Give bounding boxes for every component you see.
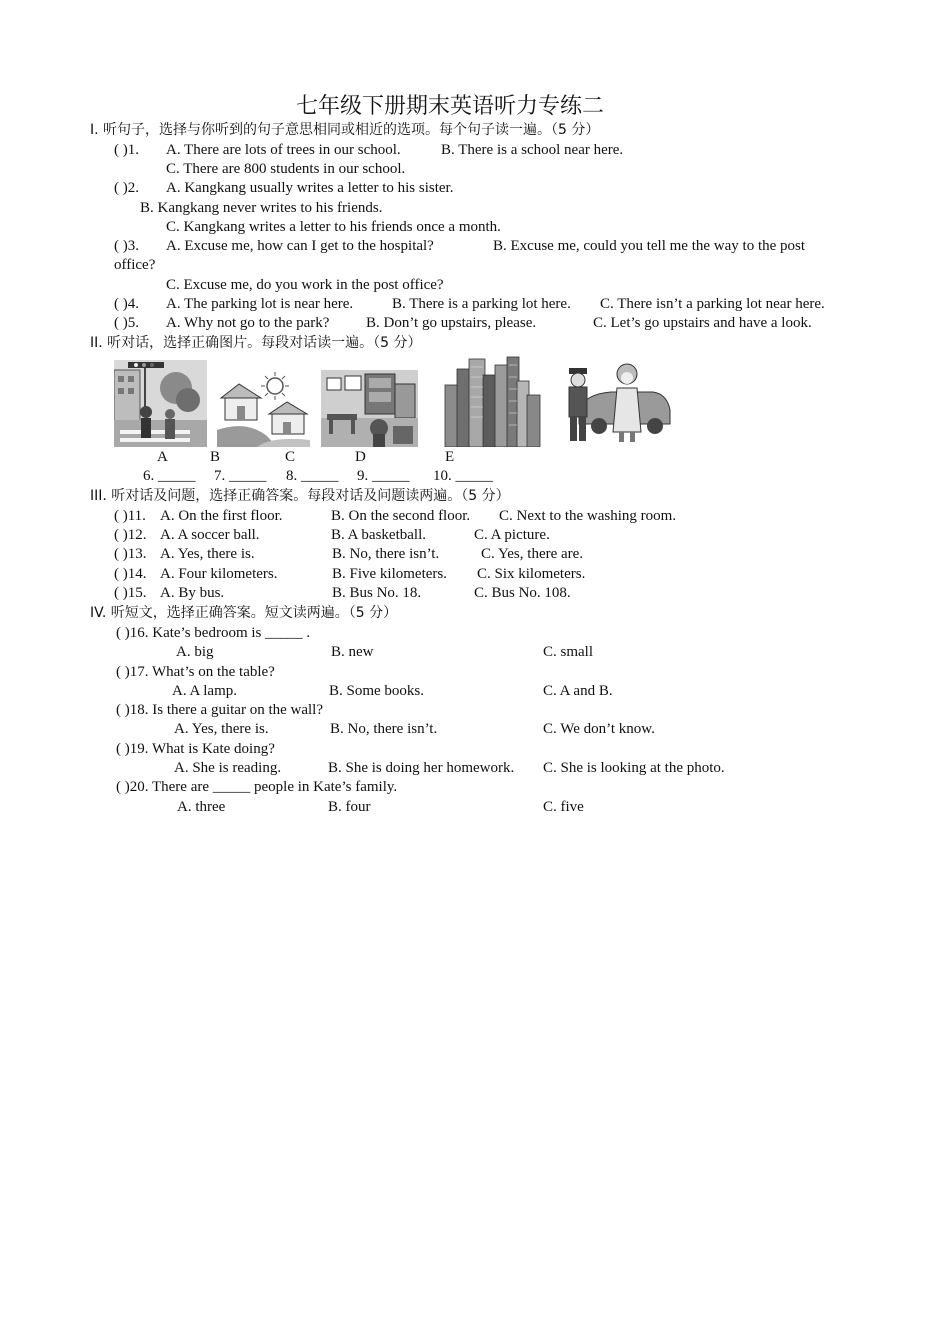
q13-option-b: B. No, there isn’t. — [332, 546, 440, 562]
q2-option-b: B. Kangkang never writes to his friends. — [140, 200, 383, 216]
q18-option-a: A. Yes, there is. — [174, 721, 269, 737]
q11-option-a: A. On the first floor. — [160, 508, 283, 524]
picture-label-b: B — [210, 449, 221, 465]
picture-label-c: C — [285, 449, 296, 465]
q18-option-c: C. We don’t know. — [543, 721, 655, 737]
q15-number: ( )15. — [114, 585, 147, 601]
q1-number: ( )1. — [114, 142, 139, 158]
q2-option-a: A. Kangkang usually writes a letter to his sister. — [166, 180, 454, 196]
q2-number: ( )2. — [114, 180, 139, 196]
q20-option-a: A. three — [177, 799, 226, 815]
picture-e-policeman-car-woman — [565, 358, 671, 446]
q18-option-b: B. No, there isn’t. — [330, 721, 438, 737]
q5-number: ( )5. — [114, 315, 139, 331]
picture-label-e: E — [445, 449, 455, 465]
q2-option-c: C. Kangkang writes a letter to his friends once a month. — [166, 219, 501, 235]
q3-option-c: C. Excuse me, do you work in the post office? — [166, 277, 444, 293]
q14-option-a: A. Four kilometers. — [160, 566, 278, 582]
answer-blank-8[interactable]: 8. _____ — [286, 468, 339, 484]
q20-option-b: B. four — [328, 799, 371, 815]
q19-option-b: B. She is doing her homework. — [328, 760, 515, 776]
part3-header: III. 听对话及问题，选择正确答案。每段对话及问题读两遍。（5 分） — [90, 488, 510, 504]
picture-label-d: D — [355, 449, 366, 465]
answer-blank-10[interactable]: 10. _____ — [433, 468, 493, 484]
q15-option-c: C. Bus No. 108. — [474, 585, 571, 601]
q13-option-a: A. Yes, there is. — [160, 546, 255, 562]
q17-option-c: C. A and B. — [543, 683, 613, 699]
part2-header: II. 听对话，选择正确图片。每段对话读一遍。（5 分） — [90, 335, 422, 351]
q5-option-b: B. Don’t go upstairs, please. — [366, 315, 537, 331]
answer-blank-7[interactable]: 7. _____ — [214, 468, 267, 484]
q19-option-c: C. She is looking at the photo. — [543, 760, 725, 776]
q11-option-b: B. On the second floor. — [331, 508, 471, 524]
q11-option-c: C. Next to the washing room. — [499, 508, 677, 524]
q1-option-b: B. There is a school near here. — [441, 142, 624, 158]
picture-c-room — [321, 370, 418, 447]
q11-number: ( )11. — [114, 508, 146, 524]
answer-blank-9[interactable]: 9. _____ — [357, 468, 410, 484]
q19-stem: ( )19. What is Kate doing? — [116, 741, 275, 757]
q12-option-a: A. A soccer ball. — [160, 527, 260, 543]
answer-blank-6[interactable]: 6. _____ — [143, 468, 196, 484]
q3-number: ( )3. — [114, 238, 139, 254]
q14-option-b: B. Five kilometers. — [332, 566, 447, 582]
q4-option-b: B. There is a parking lot here. — [392, 296, 571, 312]
q17-option-b: B. Some books. — [329, 683, 425, 699]
q3-option-b: B. Excuse me, could you tell me the way to the post — [493, 238, 806, 254]
picture-d-city-buildings — [443, 355, 542, 447]
part1-header: I. 听句子，选择与你听到的句子意思相同或相近的选项。每个句子读一遍。（5 分） — [90, 122, 600, 138]
q12-number: ( )12. — [114, 527, 147, 543]
q12-option-b: B. A basketball. — [331, 527, 426, 543]
q3-option-b-continued: office? — [114, 257, 156, 273]
q16-option-c: C. small — [543, 644, 594, 660]
q20-option-c: C. five — [543, 799, 584, 815]
q16-option-b: B. new — [331, 644, 374, 660]
q16-option-a: A. big — [176, 644, 214, 660]
q4-number: ( )4. — [114, 296, 139, 312]
q17-stem: ( )17. What’s on the table? — [116, 664, 275, 680]
q14-option-c: C. Six kilometers. — [477, 566, 586, 582]
q15-option-a: A. By bus. — [160, 585, 225, 601]
page-title: 七年级下册期末英语听力专练二 — [296, 94, 605, 119]
q5-option-c: C. Let’s go upstairs and have a look. — [593, 315, 812, 331]
picture-b-houses — [217, 370, 310, 447]
q13-number: ( )13. — [114, 546, 147, 562]
picture-label-a: A — [157, 449, 168, 465]
picture-a-street-crossing — [114, 360, 207, 447]
q3-option-a: A. Excuse me, how can I get to the hospital? — [166, 238, 434, 254]
q1-option-a: A. There are lots of trees in our school. — [166, 142, 401, 158]
q18-stem: ( )18. Is there a guitar on the wall? — [116, 702, 324, 718]
q15-option-b: B. Bus No. 18. — [332, 585, 422, 601]
q20-stem: ( )20. There are _____ people in Kate’s family. — [116, 779, 398, 795]
q17-option-a: A. A lamp. — [172, 683, 238, 699]
q13-option-c: C. Yes, there are. — [481, 546, 584, 562]
q14-number: ( )14. — [114, 566, 147, 582]
q19-option-a: A. She is reading. — [174, 760, 282, 776]
q4-option-a: A. The parking lot is near here. — [166, 296, 354, 312]
q16-stem: ( )16. Kate’s bedroom is _____ . — [116, 625, 311, 641]
part4-header: IV. 听短文，选择正确答案。短文读两遍。（5 分） — [90, 605, 398, 621]
q4-option-c: C. There isn’t a parking lot near here. — [600, 296, 825, 312]
q1-option-c: C. There are 800 students in our school. — [166, 161, 406, 177]
q12-option-c: C. A picture. — [474, 527, 550, 543]
q5-option-a: A. Why not go to the park? — [166, 315, 330, 331]
